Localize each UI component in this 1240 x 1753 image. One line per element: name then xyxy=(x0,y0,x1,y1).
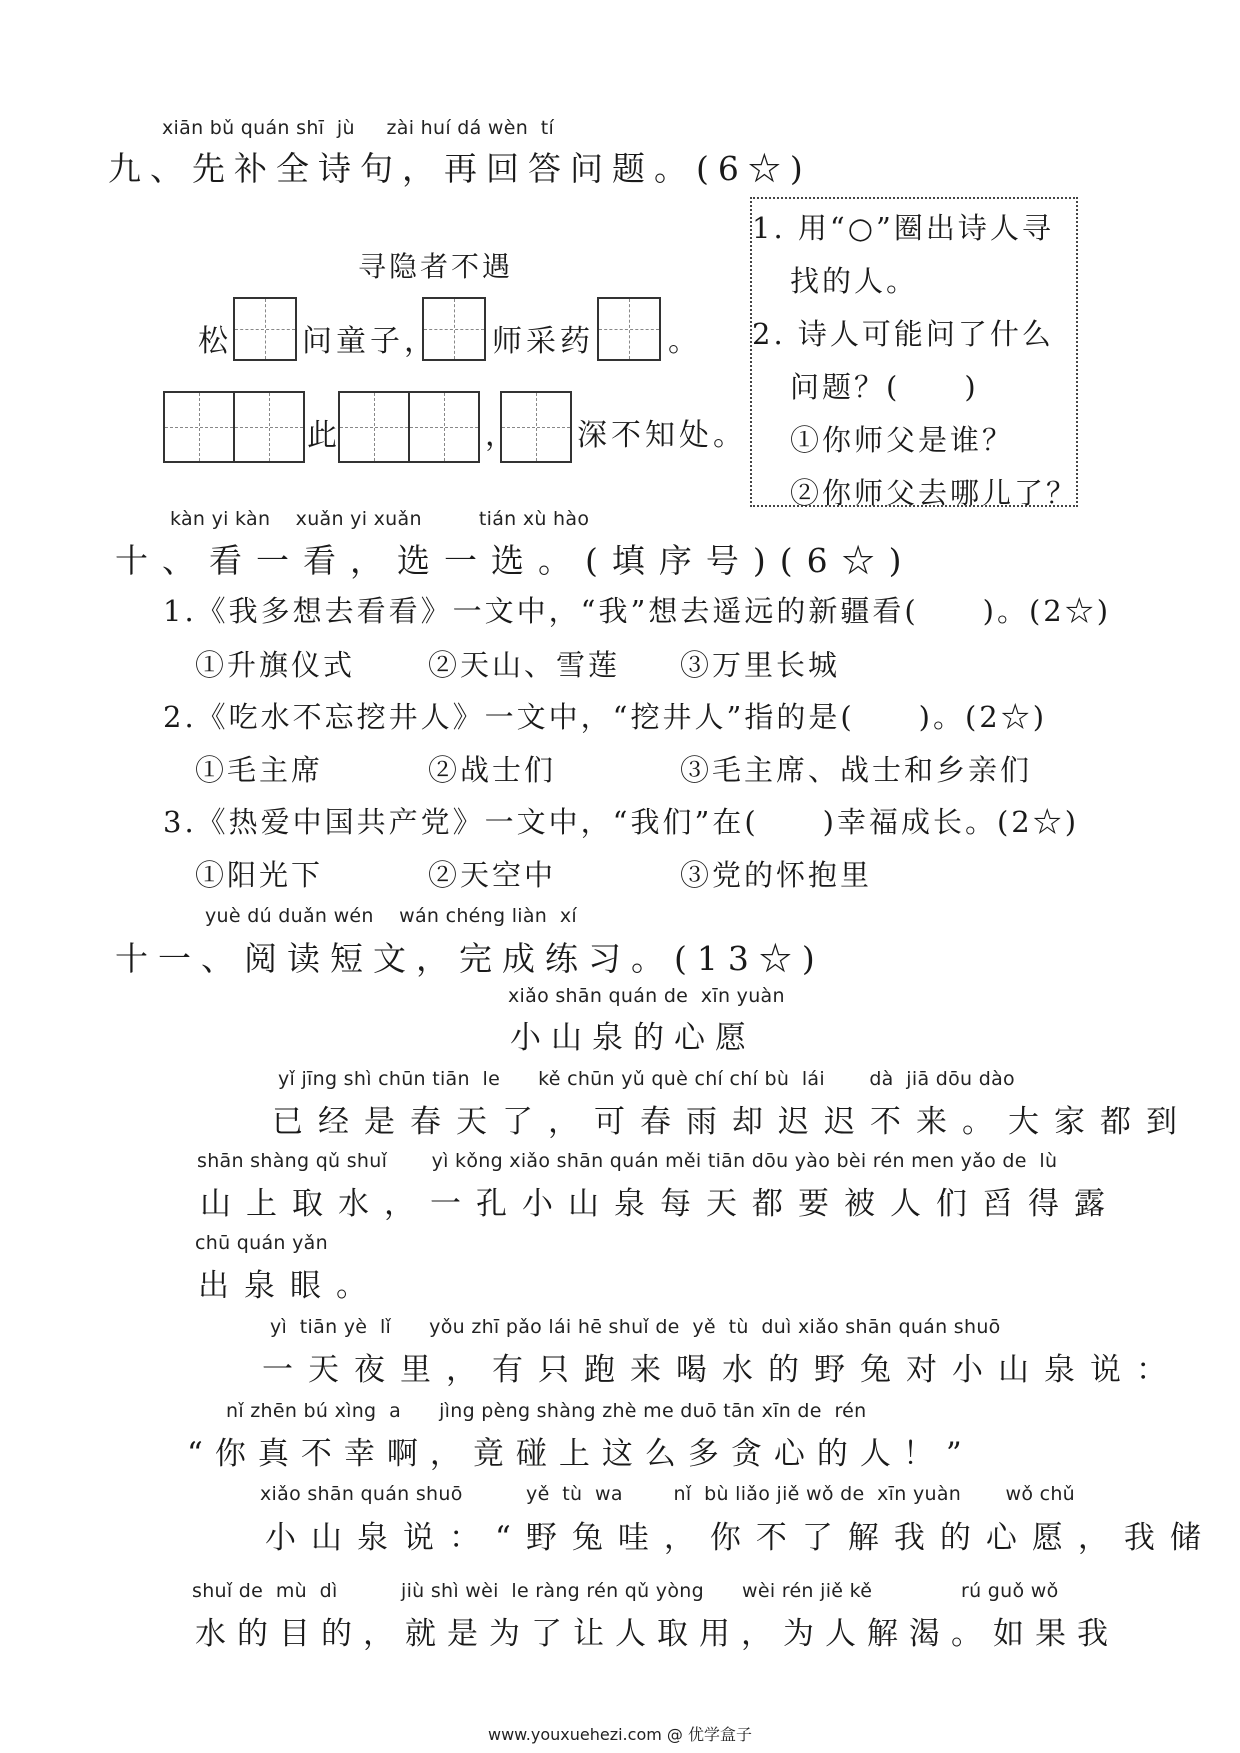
box-q2-line2: 问题？( ) xyxy=(790,370,979,404)
story-line5: “你真不幸啊，竟碰上这么多贪心的人！” xyxy=(187,1436,974,1472)
s10-q3-option3: ③党的怀抱里 xyxy=(680,858,873,892)
s10-question2: 2.《吃水不忘挖井人》一文中，“挖井人”指的是( )。(2☆) xyxy=(163,700,1048,734)
story-line4-pinyin: yì tiān yè lǐ yǒu zhī pǎo lái hē shuǐ de yě tù duì xiǎo shān quán shuō xyxy=(270,1316,1001,1338)
s10-q1-option1: ①升旗仪式 xyxy=(195,648,356,682)
story-title-pinyin: xiǎo shān quán de xīn yuàn xyxy=(508,985,785,1007)
story-line7: 水的目的，就是为了让人取用，为人解渴。如果我 xyxy=(195,1616,1119,1652)
section11-title: 十一、阅读短文，完成练习。(13☆) xyxy=(115,939,825,978)
blank-cell[interactable] xyxy=(338,391,410,463)
blank-cell[interactable] xyxy=(408,391,480,463)
poem-line2-text1: 此 xyxy=(307,418,337,453)
box-q2-line1: 2. 诗人可能问了什么 xyxy=(752,317,1054,351)
s10-q3-option1: ①阳光下 xyxy=(195,858,324,892)
story-line6: 小山泉说：“野兔哇，你不了解我的心愿，我储 xyxy=(265,1520,1216,1556)
section10-pinyin: kàn yi kàn xuǎn yi xuǎn tián xù hào xyxy=(170,508,590,530)
poem-line1-text2: 问童子， xyxy=(302,324,438,359)
story-line7-pinyin: shuǐ de mù dì jiù shì wèi le ràng rén qǔ yòng wèi rén jiě kě rú guǒ wǒ xyxy=(192,1580,1059,1602)
poem-line1-end: 。 xyxy=(668,324,698,359)
blank-cell[interactable] xyxy=(233,297,297,361)
blank-cell[interactable] xyxy=(163,391,235,463)
s10-q2-option3: ③毛主席、战士和乡亲们 xyxy=(680,753,1033,787)
poem-title: 寻隐者不遇 xyxy=(358,250,514,283)
blank-cell[interactable] xyxy=(500,391,572,463)
story-line3: 出泉眼。 xyxy=(198,1268,382,1304)
blank-cell[interactable] xyxy=(597,297,661,361)
blank-cell[interactable] xyxy=(422,297,486,361)
blank-cell[interactable] xyxy=(233,391,305,463)
story-line5-pinyin: nǐ zhēn bú xìng a jìng pèng shàng zhè me duō tān xīn de rén xyxy=(226,1400,867,1422)
section9-title: 九、先补全诗句，再回答问题。(6☆) xyxy=(108,149,812,188)
s10-q2-option1: ①毛主席 xyxy=(195,753,324,787)
section11-pinyin: yuè dú duǎn wén wán chéng liàn xí xyxy=(205,905,577,927)
poem-line2-comma: ， xyxy=(485,418,515,453)
s10-q1-option2: ②天山、雪莲 xyxy=(428,648,621,682)
s10-question1: 1.《我多想去看看》一文中，“我”想去遥远的新疆看( )。(2☆) xyxy=(163,594,1112,628)
poem-line1-char1: 松 xyxy=(198,324,228,359)
story-line2: 山上取水，一孔小山泉每天都要被人们舀得露 xyxy=(200,1186,1120,1222)
story-line1-pinyin: yǐ jīng shì chūn tiān le kě chūn yǔ què chí chí bù lái dà jiā dōu dào xyxy=(278,1068,1015,1090)
footer-watermark: www.youxuehezi.com @ 优学盒子 xyxy=(488,1725,752,1744)
section10-title: 十、看一看，选一选。(填序号)(6☆) xyxy=(115,541,916,580)
story-line6-pinyin: xiǎo shān quán shuō yě tù wa nǐ bù liǎo jiě wǒ de xīn yuàn wǒ chǔ xyxy=(260,1483,1076,1505)
story-line1: 已经是春天了，可春雨却迟迟不来。大家都到 xyxy=(272,1104,1192,1140)
s10-question3: 3.《热爱中国共产党》一文中，“我们”在( )幸福成长。(2☆) xyxy=(163,805,1080,839)
story-line2-pinyin: shān shàng qǔ shuǐ yì kǒng xiǎo shān quán měi tiān dōu yào bèi rén men yǎo de lù xyxy=(197,1150,1058,1172)
box-option2: ②你师父去哪儿了？ xyxy=(790,476,1079,510)
story-title: 小山泉的心愿 xyxy=(510,1020,756,1056)
box-q1-line1: 1. 用“○”圈出诗人寻 xyxy=(752,211,1054,245)
s10-q2-option2: ②战士们 xyxy=(428,753,557,787)
poem-line1-text3: 师采药 xyxy=(492,324,594,359)
s10-q3-option2: ②天空中 xyxy=(428,858,557,892)
section9-pinyin: xiān bǔ quán shī jù zài huí dá wèn tí xyxy=(162,117,555,139)
box-option1: ①你师父是谁？ xyxy=(790,423,1015,457)
s10-q1-option3: ③万里长城 xyxy=(680,648,841,682)
box-q1-line2: 找的人。 xyxy=(790,264,919,298)
story-line4: 一天夜里，有只跑来喝水的野兔对小山泉说： xyxy=(262,1352,1182,1388)
story-line3-pinyin: chū quán yǎn xyxy=(195,1232,328,1254)
poem-line2-text3: 深不知处。 xyxy=(577,418,747,453)
